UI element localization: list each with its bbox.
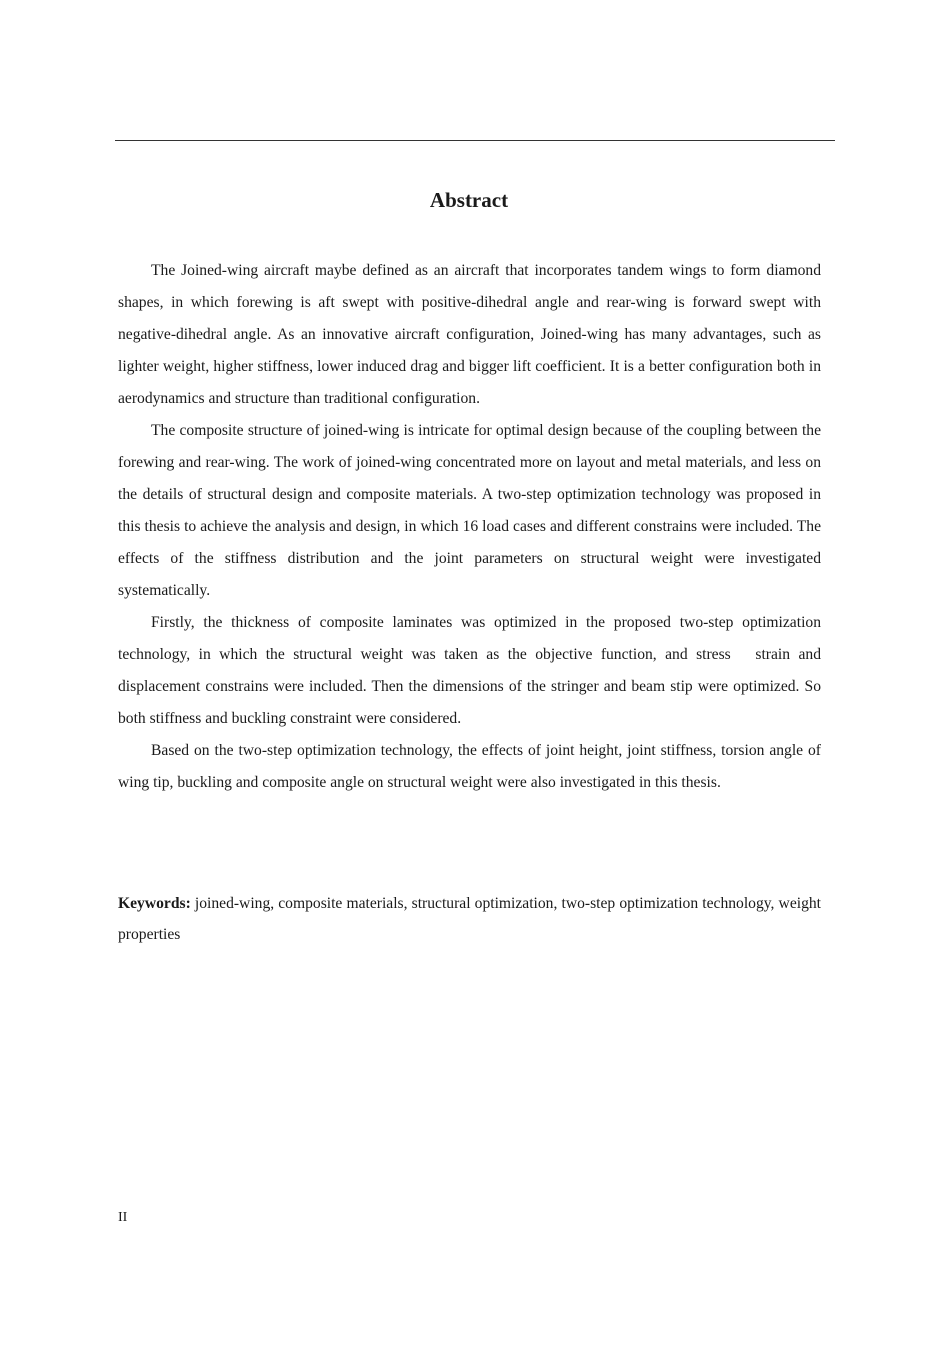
abstract-paragraph-4: Based on the two-step optimization technology, the effects of joint height, joint stiffness, torsion angle of wing tip, buckling and composite angle on structural weight were also investigated in this thesis. [118, 742, 821, 791]
page-number: II [118, 1210, 128, 1225]
abstract-body [118, 255, 821, 799]
abstract-paragraph-3: Firstly, the thickness of composite laminates was optimized in the proposed two-step optimization technology, in which the structural weight was taken as the objective function, and stress strain and displacement constrains were included. Then the dimensions of the stringer and beam stip were optimized. So both stiffness and buckling constraint were considered. [118, 614, 821, 727]
abstract-paragraph-1: The Joined-wing aircraft maybe defined as an aircraft that incorporates tandem wings to form diamond shapes, in which forewing is aft swept with positive-dihedral angle and rear-wing is forward swept with negative-dihedral angle. As an innovative aircraft configuration, Joined-wing has many advantages, such as lighter weight, higher stiffness, lower induced drag and bigger lift coefficient. It is a better configuration both in aerodynamics and structure than traditional configuration. [118, 262, 821, 407]
abstract-paragraph-2: The composite structure of joined-wing is intricate for optimal design because of the coupling between the forewing and rear-wing. The work of joined-wing concentrated more on layout and metal materials, and less on the details of structural design and composite materials. A two-step optimization technology was proposed in this thesis to achieve the analysis and design, in which 16 load cases and different constrains were included. The effects of the stiffness distribution and the joint parameters on structural weight were investigated systematically. [118, 422, 821, 599]
keywords [118, 888, 821, 950]
keywords-text: joined-wing, composite materials, structural optimization, two-step optimization technology, weight properties [118, 895, 821, 943]
keywords-label: Keywords: [118, 895, 191, 912]
abstract-title: Abstract [429, 188, 509, 212]
header-rule [115, 140, 835, 141]
